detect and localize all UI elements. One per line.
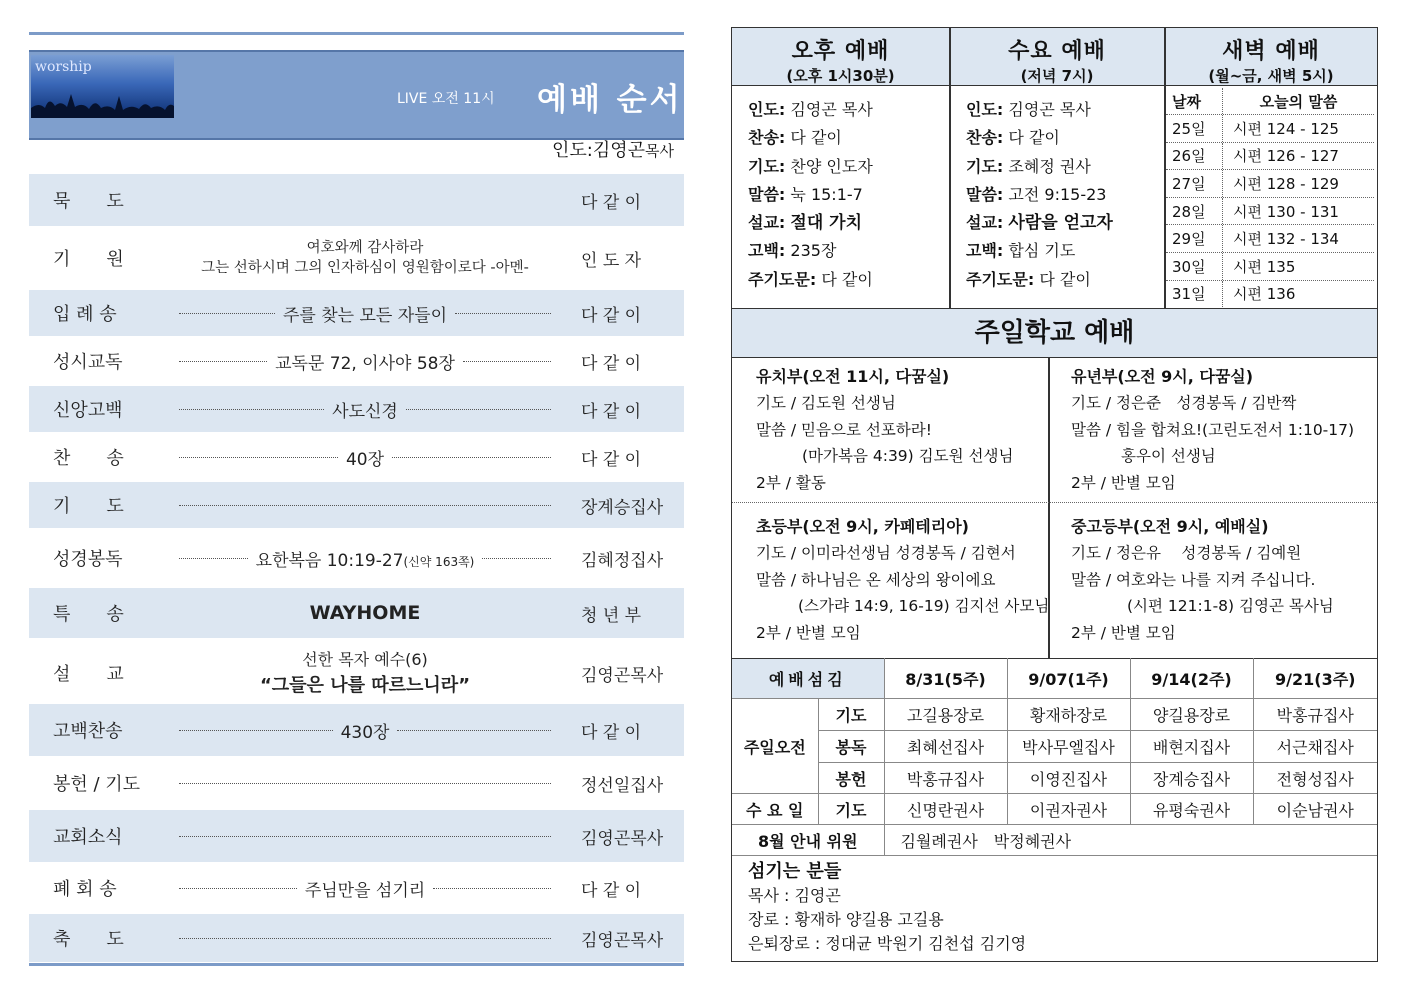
line-value: 김영곤 목사 xyxy=(1008,100,1091,119)
wednesday-label: 수 요 일 xyxy=(732,794,818,825)
scripture-page: (신약 163쪽) xyxy=(403,554,475,569)
afternoon-lords-prayer-line xyxy=(748,266,873,294)
dawn-reading: 시편 135 xyxy=(1233,257,1296,276)
closing-song-title: 주님만을 섬기리 xyxy=(304,880,426,901)
roster-name: 유평숙권사 xyxy=(1130,794,1253,825)
dawn-date: 29일 xyxy=(1166,225,1223,252)
dawn-row xyxy=(1166,225,1374,253)
line-key: 찬송: xyxy=(966,128,1004,148)
order-item-content xyxy=(179,718,551,743)
order-item-content xyxy=(179,397,551,422)
order-item-name: 특 송 xyxy=(53,604,124,625)
wednesday-service-title: 수요 예배 xyxy=(1008,39,1106,64)
guide-label: 8월 안내 위원 xyxy=(732,825,884,856)
word-column-header: 오늘의 말씀 xyxy=(1259,92,1338,111)
date-column-header: 날짜 xyxy=(1166,88,1223,114)
roster-header-row xyxy=(732,659,1377,699)
order-item-name: 찬 송 xyxy=(53,448,124,469)
row-divider xyxy=(732,502,1377,504)
wednesday-lords-prayer-line xyxy=(966,266,1113,294)
roster-name: 고길용장로 xyxy=(884,699,1007,731)
roster-name: 이영진집사 xyxy=(1007,763,1130,794)
dept-line: 2부 / 반별 모임 xyxy=(1071,473,1176,492)
roster-name: 신명란권사 xyxy=(884,794,1007,825)
line-key: 고백: xyxy=(966,241,1004,261)
afternoon-prayer-line xyxy=(748,153,873,181)
creed-text: 사도신경 xyxy=(332,401,398,422)
roster-name: 이권자권사 xyxy=(1007,794,1130,825)
line-key: 고백: xyxy=(748,241,786,261)
dept-title: 유치부(오전 11시, 다꿈실) xyxy=(756,367,950,386)
dept-line: 2부 / 반별 모임 xyxy=(756,623,861,642)
dawn-reading-table xyxy=(1166,88,1374,307)
bottom-divider xyxy=(29,963,684,966)
elementary-dept xyxy=(756,514,1049,646)
order-row-silent-prayer xyxy=(29,174,684,226)
dept-line: 2부 / 활동 xyxy=(756,473,826,492)
scripture-reference: 요한복음 10:19-27 xyxy=(255,550,404,571)
hymn-number: 40장 xyxy=(345,449,385,470)
dept-line: 홍우이 선생님 xyxy=(1121,447,1216,466)
order-item-content xyxy=(179,876,551,901)
dept-line: (스가랴 14:9, 16-19) 김지선 사모님 xyxy=(798,597,1050,616)
order-row-special-song xyxy=(29,588,684,638)
order-item-name: 성경봉독 xyxy=(53,549,123,570)
line-key: 기도: xyxy=(966,156,1004,176)
order-item-person: 인 도 자 xyxy=(581,250,642,271)
dawn-reading: 시편 124 - 125 xyxy=(1233,119,1339,138)
service-leader xyxy=(552,136,674,162)
roster-header-label: 예배섬김 xyxy=(732,659,884,699)
wednesday-service-time: (저녁 7시) xyxy=(1020,67,1094,85)
live-time-label: LIVE 오전 11시 xyxy=(397,91,495,107)
wednesday-leader-line xyxy=(966,96,1113,124)
afternoon-scripture-line xyxy=(748,181,873,209)
dept-line: 기도 / 이미라선생님 성경봉독 / 김현서 xyxy=(756,544,1016,563)
order-row-opening-song xyxy=(29,290,684,336)
order-row-offering xyxy=(29,758,684,808)
servants-pastor: 목사 : 김영곤 xyxy=(748,886,841,905)
sermon-series: 선한 목자 예수(6) xyxy=(302,650,428,669)
line-value: 합심 기도 xyxy=(1008,241,1076,261)
order-row-responsive-reading xyxy=(29,338,684,384)
dept-line: 말씀 / 여호와는 나를 지켜 주십니다. xyxy=(1071,570,1316,589)
order-item-person: 김영곤목사 xyxy=(581,930,664,951)
order-item-content xyxy=(179,938,551,939)
dept-line: 말씀 / 힘을 합쳐요!(고린도전서 1:10-17) xyxy=(1071,420,1355,439)
order-item-person: 김혜정집사 xyxy=(581,550,664,571)
order-item-content xyxy=(179,238,551,278)
top-divider xyxy=(29,32,684,35)
order-row-response-hymn xyxy=(29,704,684,756)
dawn-date: 31일 xyxy=(1166,281,1223,308)
worship-photo xyxy=(31,55,174,118)
dawn-row xyxy=(1166,281,1374,308)
leader-label: 인도: xyxy=(552,140,593,161)
roster-role: 기도 xyxy=(818,699,884,731)
wednesday-prayer-line xyxy=(966,153,1113,181)
order-item-content xyxy=(179,445,551,470)
line-key: 주기도문: xyxy=(966,269,1035,289)
service-roster-table xyxy=(732,658,1377,856)
line-value: 김영곤 목사 xyxy=(790,100,873,119)
page-title: 예배 순서 xyxy=(537,82,683,118)
dawn-reading: 시편 136 xyxy=(1233,285,1296,304)
line-key: 인도: xyxy=(966,100,1004,119)
youth-dept xyxy=(1071,514,1334,646)
dept-line: 말씀 / 하나님은 온 세상의 왕이에요 xyxy=(756,570,996,589)
order-item-person: 다 같 이 xyxy=(581,305,642,326)
order-item-person: 다 같 이 xyxy=(581,353,642,374)
line-key: 설교: xyxy=(966,213,1004,233)
dawn-row xyxy=(1166,198,1374,226)
dawn-row xyxy=(1166,143,1374,171)
line-value: 절대 가치 xyxy=(790,213,863,234)
dawn-reading: 시편 128 - 129 xyxy=(1233,174,1339,193)
line-key: 설교: xyxy=(748,213,786,233)
roster-name: 전형성집사 xyxy=(1253,763,1377,794)
special-song-title: WAYHOME xyxy=(309,602,421,624)
order-row-closing-song xyxy=(29,864,684,912)
order-item-content xyxy=(179,647,551,699)
opening-song-title: 주를 찾는 모든 자들이 xyxy=(283,305,448,326)
order-row-announcements xyxy=(29,810,684,862)
line-value: 다 같이 xyxy=(790,128,842,148)
line-key: 말씀: xyxy=(966,184,1004,204)
response-hymn-number: 430장 xyxy=(340,722,390,743)
roster-row xyxy=(732,763,1377,794)
roster-name: 양길용장로 xyxy=(1130,699,1253,731)
roster-row-wednesday xyxy=(732,794,1377,825)
roster-date: 9/14(2주) xyxy=(1130,659,1253,699)
roster-name: 황재하장로 xyxy=(1007,699,1130,731)
dawn-row xyxy=(1166,115,1374,143)
line-value: 조혜정 권사 xyxy=(1008,156,1091,176)
roster-name: 서근채집사 xyxy=(1253,731,1377,763)
order-item-name: 고백찬송 xyxy=(53,721,123,742)
order-item-name: 기 도 xyxy=(53,496,124,517)
dawn-date: 27일 xyxy=(1166,170,1223,197)
line-value: 고전 9:15-23 xyxy=(1008,184,1107,204)
services-panel xyxy=(731,27,1378,962)
order-item-name: 폐 회 송 xyxy=(53,879,117,900)
invocation-line-2: 그는 선하시며 그의 인자하심이 영원함이로다 -아멘- xyxy=(201,260,529,276)
wednesday-confession-line xyxy=(966,237,1113,265)
order-item-content xyxy=(179,783,551,784)
line-value: 다 같이 xyxy=(1008,128,1060,148)
line-value: 사람을 얻고자 xyxy=(1008,213,1113,234)
roster-name: 박홍규집사 xyxy=(884,763,1007,794)
roster-name: 장계승집사 xyxy=(1130,763,1253,794)
order-row-hymn xyxy=(29,434,684,480)
order-item-person: 김영곤목사 xyxy=(581,665,664,686)
column-divider xyxy=(949,28,951,308)
order-item-name: 묵 도 xyxy=(53,191,124,212)
roster-name: 이순남권사 xyxy=(1253,794,1377,825)
roster-role: 봉독 xyxy=(818,731,884,763)
order-item-content xyxy=(179,301,551,326)
line-value: 235장 xyxy=(790,241,837,261)
order-item-person: 다 같 이 xyxy=(581,401,642,422)
line-key: 기도: xyxy=(748,156,786,176)
dept-line: 기도 / 정은유 성경봉독 / 김예원 xyxy=(1071,544,1302,563)
servants-elders: 장로 : 황재하 양길용 고길용 xyxy=(748,910,944,929)
dept-title: 초등부(오전 9시, 카페테리아) xyxy=(756,517,969,536)
roster-row xyxy=(732,731,1377,763)
dept-line: 2부 / 반별 모임 xyxy=(1071,623,1176,642)
worship-order-panel xyxy=(29,32,684,968)
roster-name: 박홍규집사 xyxy=(1253,699,1377,731)
roster-name: 최혜선집사 xyxy=(884,731,1007,763)
dept-line: 기도 / 정은준 성경봉독 / 김반짝 xyxy=(1071,394,1297,413)
order-item-name: 설 교 xyxy=(53,664,124,685)
order-row-sermon xyxy=(29,640,684,706)
leader-title: 목사 xyxy=(645,142,674,160)
line-value: 눅 15:1-7 xyxy=(790,184,863,204)
dawn-reading: 시편 130 - 131 xyxy=(1233,202,1339,221)
dawn-reading: 시편 132 - 134 xyxy=(1233,230,1339,249)
wednesday-sermon-line xyxy=(966,209,1113,237)
line-key: 찬송: xyxy=(748,128,786,148)
dawn-date: 25일 xyxy=(1166,115,1223,142)
order-item-content xyxy=(179,349,551,374)
line-value: 다 같이 xyxy=(821,269,873,289)
afternoon-leader-line xyxy=(748,96,873,124)
worship-banner xyxy=(29,50,684,140)
roster-date: 9/07(1주) xyxy=(1007,659,1130,699)
leader-name: 김영곤 xyxy=(592,140,646,161)
order-row-scripture xyxy=(29,530,684,586)
afternoon-service-details xyxy=(748,96,873,294)
order-item-person: 청 년 부 xyxy=(581,605,642,626)
roster-row-guides xyxy=(732,825,1377,856)
roster-name: 배현지집사 xyxy=(1130,731,1253,763)
worship-photo-text: worship xyxy=(35,59,92,75)
dawn-row xyxy=(1166,253,1374,281)
wednesday-hymn-line xyxy=(966,124,1113,152)
order-item-person: 다 같 이 xyxy=(581,880,642,901)
afternoon-hymn-line xyxy=(748,124,873,152)
preschool-dept xyxy=(1071,364,1354,496)
dawn-date: 30일 xyxy=(1166,253,1223,280)
roster-row xyxy=(732,699,1377,731)
order-item-content xyxy=(179,546,551,571)
dawn-date: 28일 xyxy=(1166,198,1223,225)
order-item-name: 기 원 xyxy=(53,249,124,270)
order-item-name: 축 도 xyxy=(53,929,124,950)
dawn-row xyxy=(1166,170,1374,198)
order-item-name: 교회소식 xyxy=(53,827,123,848)
order-item-name: 성시교독 xyxy=(53,352,123,373)
afternoon-service-header xyxy=(732,28,949,86)
afternoon-service-title: 오후 예배 xyxy=(791,39,890,64)
dept-title: 유년부(오전 9시, 다꿈실) xyxy=(1071,367,1254,386)
order-row-prayer xyxy=(29,482,684,528)
servants-section xyxy=(748,860,1026,956)
order-item-name: 봉헌 / 기도 xyxy=(53,774,141,795)
crowd-silhouette-icon xyxy=(31,92,174,118)
guide-names: 김월례권사 박정혜권사 xyxy=(884,825,1377,856)
scripture-text xyxy=(256,546,475,571)
order-row-benediction xyxy=(29,914,684,962)
dept-line: 기도 / 김도원 선생님 xyxy=(756,394,896,413)
wednesday-service-details xyxy=(966,96,1113,294)
order-item-person: 다 같 이 xyxy=(581,449,642,470)
kindergarten-dept xyxy=(756,364,1013,496)
order-row-creed xyxy=(29,386,684,432)
dawn-reading: 시편 126 - 127 xyxy=(1233,147,1339,166)
order-item-name: 신앙고백 xyxy=(53,400,123,421)
roster-role: 기도 xyxy=(818,794,884,825)
dawn-service-header xyxy=(1165,28,1377,86)
order-item-person: 다 같 이 xyxy=(581,722,642,743)
line-value: 다 같이 xyxy=(1039,269,1091,289)
afternoon-sermon-line xyxy=(748,209,873,237)
order-item-person: 다 같 이 xyxy=(581,192,642,213)
dawn-date: 26일 xyxy=(1166,143,1223,170)
responsive-reading-text: 교독문 72, 이사야 58장 xyxy=(275,353,455,374)
order-row-invocation xyxy=(29,230,684,286)
order-item-content xyxy=(179,836,551,837)
roster-date: 8/31(5주) xyxy=(884,659,1007,699)
order-item-name: 입 례 송 xyxy=(53,304,117,325)
dept-title: 중고등부(오전 9시, 예배실) xyxy=(1071,517,1269,536)
servants-title: 섬기는 분들 xyxy=(748,861,842,882)
dept-line: (마가복음 4:39) 김도원 선생님 xyxy=(802,447,1014,466)
sunday-morning-label: 주일오전 xyxy=(732,699,818,794)
line-key: 주기도문: xyxy=(748,269,817,289)
servants-retired-elders: 은퇴장로 : 정대균 박원기 김천섭 김기영 xyxy=(748,934,1027,953)
sunday-school-title: 주일학교 예배 xyxy=(732,308,1377,358)
order-item-person: 장계승집사 xyxy=(581,497,664,518)
dawn-table-header xyxy=(1166,88,1374,115)
dept-line: (시편 121:1-8) 김영곤 목사님 xyxy=(1127,597,1334,616)
afternoon-confession-line xyxy=(748,237,873,265)
dawn-service-time: (월~금, 새벽 5시) xyxy=(1208,67,1334,85)
roster-role: 봉헌 xyxy=(818,763,884,794)
sermon-title: “그들은 나를 따르느니라” xyxy=(259,675,471,696)
afternoon-service-time: (오후 1시30분) xyxy=(786,67,895,85)
wednesday-scripture-line xyxy=(966,181,1113,209)
wednesday-service-header xyxy=(950,28,1164,86)
invocation-line-1: 여호와께 감사하라 xyxy=(306,240,424,256)
dawn-service-title: 새벽 예배 xyxy=(1222,39,1320,64)
order-item-content xyxy=(179,505,551,506)
roster-name: 박사무엘집사 xyxy=(1007,731,1130,763)
roster-date: 9/21(3주) xyxy=(1253,659,1377,699)
line-key: 말씀: xyxy=(748,184,786,204)
dept-line: 말씀 / 믿음으로 선포하라! xyxy=(756,420,932,439)
order-item-person: 김영곤목사 xyxy=(581,828,664,849)
order-item-person: 정선일집사 xyxy=(581,775,664,796)
line-key: 인도: xyxy=(748,100,786,119)
line-value: 찬양 인도자 xyxy=(790,156,873,176)
